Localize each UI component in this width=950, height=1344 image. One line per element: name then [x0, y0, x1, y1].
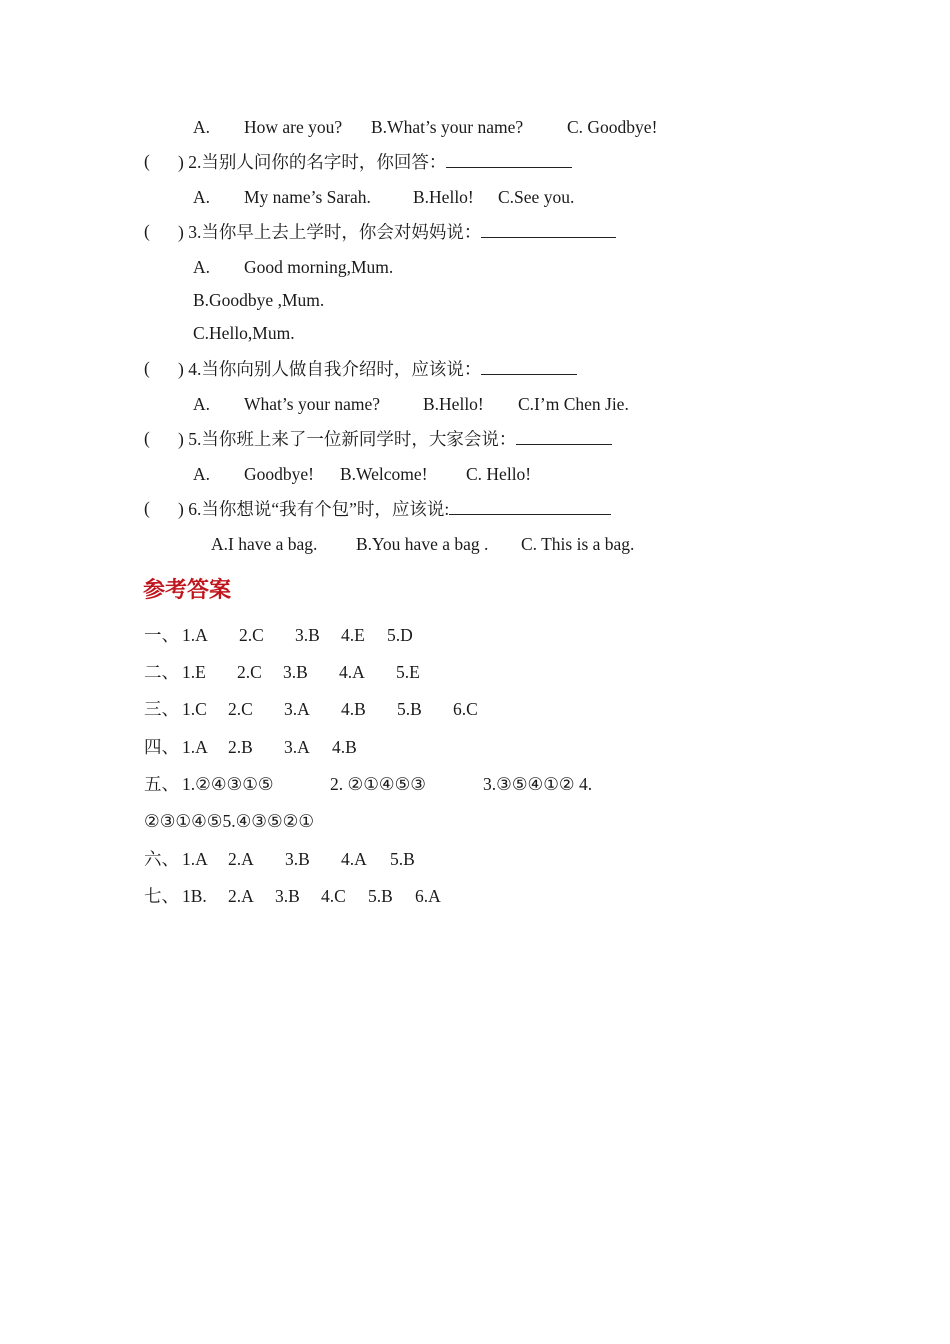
option-b: B.Welcome! — [340, 464, 428, 484]
question-3-prompt: ) 3.当你早上去上学时，你会对妈妈说： — [178, 222, 482, 242]
question-3-text — [178, 220, 616, 243]
option-b: B.You have a bag . — [356, 534, 489, 554]
option-a: A.I have a bag. — [211, 534, 318, 554]
answer-item: 4.B — [341, 699, 366, 719]
answer-item: 2.A — [228, 849, 254, 869]
answer-item: 5.E — [396, 662, 420, 682]
answer-item: 3.B — [285, 849, 310, 869]
answer-item: 1.C — [182, 699, 207, 719]
answer-item: 1.②④③①⑤ — [182, 774, 274, 794]
option-c: C. Goodbye! — [567, 117, 658, 137]
answer-blank[interactable] — [449, 497, 611, 515]
answer-item: 3.B — [283, 662, 308, 682]
answer-item: 1.A — [182, 625, 208, 645]
answer-item: 5.B — [397, 699, 422, 719]
option-c: C.Hello,Mum. — [193, 323, 295, 343]
answer-key-title: 参考答案 — [143, 578, 232, 603]
answer-item: 4.E — [341, 625, 365, 645]
answer-item: 2.B — [228, 737, 253, 757]
answer-row-label: 五、 — [144, 774, 179, 794]
answer-blank[interactable] — [516, 427, 612, 445]
answer-item: 3.B — [275, 886, 300, 906]
answer-item: 5.D — [387, 625, 413, 645]
option-a-label: A. — [193, 464, 211, 484]
answer-item: 2.C — [239, 625, 264, 645]
answer-item: 3.B — [295, 625, 320, 645]
answer-item: 1.E — [182, 662, 206, 682]
question-4-text — [178, 357, 577, 380]
answer-item: 3.A — [284, 699, 310, 719]
answer-row-label: 四、 — [144, 737, 179, 757]
question-5-text — [178, 427, 612, 450]
option-a-text: What’s your name? — [244, 394, 381, 414]
option-c: C. This is a bag. — [521, 534, 635, 554]
answer-item: 3.A — [284, 737, 310, 757]
answer-item: 2.C — [237, 662, 262, 682]
answer-item: 1.A — [182, 849, 208, 869]
answer-item: 3.③⑤④①② 4. — [483, 774, 593, 794]
option-a-label: A. — [193, 187, 211, 207]
option-c: C. Hello! — [466, 464, 532, 484]
answer-item: 4.C — [321, 886, 346, 906]
answer-item: 6.C — [453, 699, 478, 719]
answer-item: 2.A — [228, 886, 254, 906]
answer-paren: ( — [144, 221, 150, 241]
option-a-text: Good morning,Mum. — [244, 257, 394, 277]
option-a-label: A. — [193, 117, 211, 137]
answer-item: 4.B — [332, 737, 357, 757]
option-b: B.Hello! — [413, 187, 474, 207]
option-a-label: A. — [193, 257, 211, 277]
option-b: B.Goodbye ,Mum. — [193, 290, 325, 310]
question-2-text — [178, 150, 572, 173]
answer-item: ②③①④⑤5.④③⑤②① — [144, 811, 315, 831]
answer-item: 4.A — [339, 662, 365, 682]
option-a-text: How are you? — [244, 117, 343, 137]
option-c: C.I’m Chen Jie. — [518, 394, 629, 414]
answer-row-label: 二、 — [144, 662, 179, 682]
option-a-label: A. — [193, 394, 211, 414]
answer-row-label: 一、 — [144, 625, 179, 645]
answer-blank[interactable] — [446, 150, 572, 168]
option-a-text: My name’s Sarah. — [244, 187, 371, 207]
answer-row-label: 七、 — [144, 886, 179, 906]
answer-paren: ( — [144, 498, 150, 518]
answer-item: 5.B — [368, 886, 393, 906]
answer-item: 6.A — [415, 886, 441, 906]
answer-item: 1B. — [182, 886, 207, 906]
answer-item: 1.A — [182, 737, 208, 757]
question-2-prompt: ) 2.当别人问你的名字时，你回答： — [178, 152, 447, 172]
answer-item: 2.C — [228, 699, 253, 719]
option-a-text: Goodbye! — [244, 464, 314, 484]
answer-item: 5.B — [390, 849, 415, 869]
answer-item: 2. ②①④⑤③ — [330, 774, 426, 794]
answer-blank[interactable] — [481, 220, 616, 238]
answer-paren: ( — [144, 358, 150, 378]
answer-paren: ( — [144, 428, 150, 448]
answer-row-label: 六、 — [144, 849, 179, 869]
question-6-text — [178, 497, 611, 520]
question-4-prompt: ) 4.当你向别人做自我介绍时，应该说： — [178, 359, 482, 379]
question-6-prompt: ) 6.当你想说“我有个包”时，应该说: — [178, 499, 450, 519]
answer-blank[interactable] — [481, 357, 577, 375]
answer-paren: ( — [144, 151, 150, 171]
answer-item: 4.A — [341, 849, 367, 869]
option-c: C.See you. — [498, 187, 575, 207]
answer-row-label: 三、 — [144, 699, 179, 719]
option-b: B.What’s your name? — [371, 117, 524, 137]
option-b: B.Hello! — [423, 394, 484, 414]
question-5-prompt: ) 5.当你班上来了一位新同学时，大家会说： — [178, 429, 517, 449]
